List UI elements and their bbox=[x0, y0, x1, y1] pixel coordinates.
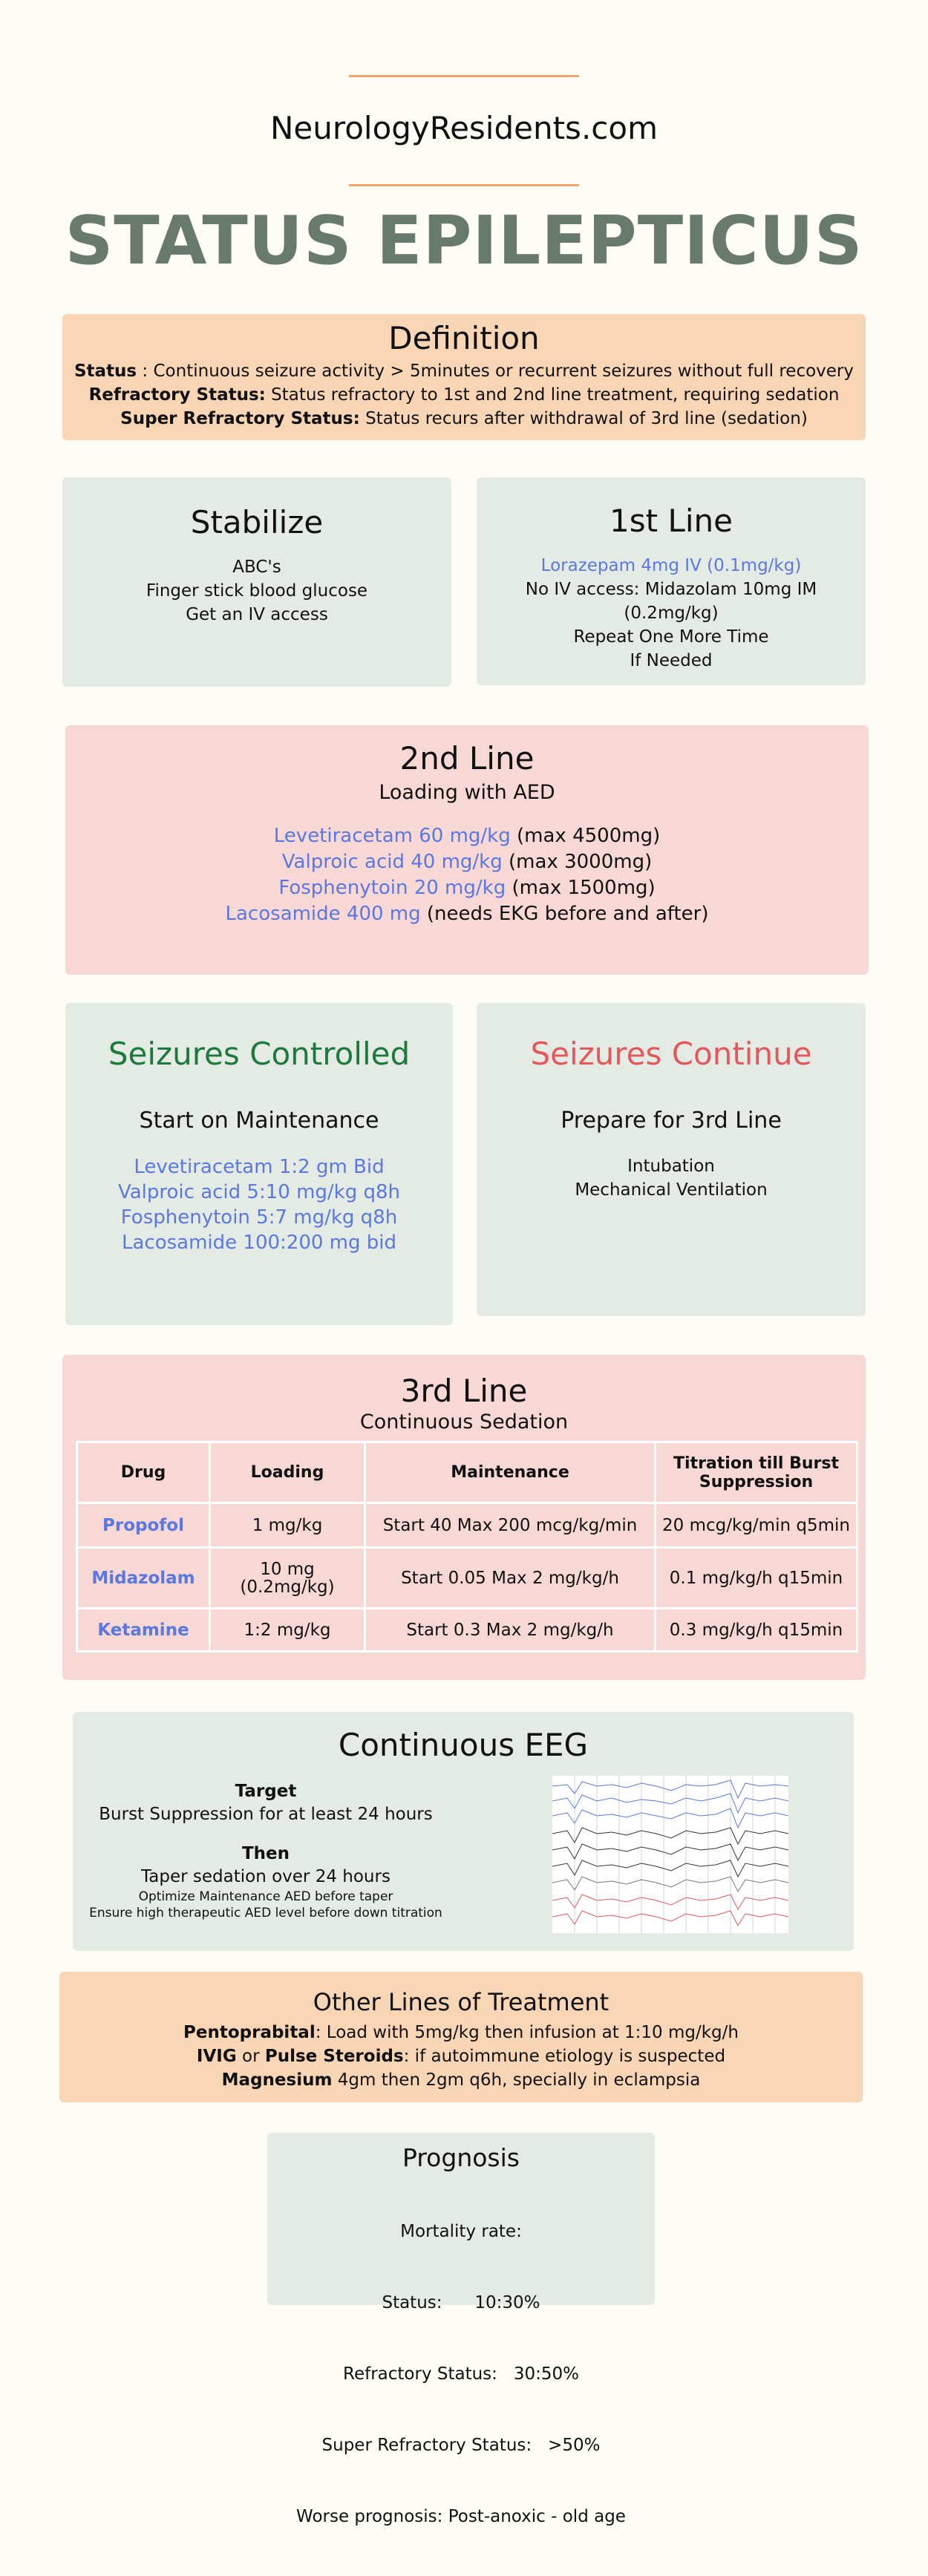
column-header: Titration till Burst Suppression bbox=[656, 1442, 857, 1503]
column-header: Maintenance bbox=[365, 1442, 656, 1503]
loading-cell: 1:2 mg/kg bbox=[210, 1609, 365, 1652]
eeg-tracing-image bbox=[552, 1776, 788, 1933]
second-line-card bbox=[65, 725, 869, 975]
other-treatment-card bbox=[59, 1972, 863, 2102]
sedation-table bbox=[76, 1441, 858, 1653]
maintenance-subheading: Start on Maintenance bbox=[139, 1108, 379, 1134]
prepare-item: Mechanical Ventilation bbox=[575, 1180, 768, 1200]
third-line-heading: 3rd Line bbox=[400, 1373, 528, 1409]
first-line-text: No IV access: Midazolam 10mg IM bbox=[525, 580, 817, 599]
definition-refractory: Refractory Status: Status refractory to 1st and 2nd line treatment, requiring sedation bbox=[88, 385, 840, 405]
first-line-drug: Lorazepam 4mg IV (0.1mg/kg) bbox=[540, 556, 802, 575]
prognosis-heading: Prognosis bbox=[402, 2143, 520, 2172]
column-header: Loading bbox=[210, 1442, 365, 1503]
first-line-text: (0.2mg/kg) bbox=[624, 604, 719, 623]
column-header: Drug bbox=[77, 1442, 210, 1503]
stabilize-item: ABC's bbox=[232, 558, 281, 577]
eeg-note: Ensure high therapeutic AED level before down titration bbox=[89, 1906, 442, 1920]
first-line-text: If Needed bbox=[630, 651, 713, 670]
second-line-subheading: Loading with AED bbox=[379, 781, 555, 804]
stabilize-item: Get an IV access bbox=[186, 605, 328, 624]
drug-cell: Propofol bbox=[77, 1503, 210, 1548]
eeg-target-text: Burst Suppression for at least 24 hours bbox=[99, 1805, 433, 1824]
third-line-subheading: Continuous Sedation bbox=[359, 1410, 569, 1434]
seizures-controlled-card bbox=[65, 1003, 453, 1325]
loading-cell: 1 mg/kg bbox=[210, 1503, 365, 1548]
prepare-subheading: Prepare for 3rd Line bbox=[561, 1108, 782, 1134]
table-row bbox=[77, 1548, 857, 1609]
pentobarbital-line: Pentoprabital: Load with 5mg/kg then infusion at 1:10 mg/kg/h bbox=[183, 2023, 739, 2042]
top-rule bbox=[349, 75, 579, 77]
maintenance-item: Levetiracetam 1:2 gm Bid bbox=[134, 1156, 385, 1178]
magnesium-line: Magnesium 4gm then 2gm q6h, specially in eclampsia bbox=[221, 2070, 701, 2090]
prognosis-line: Refractory Status: 30:50% bbox=[343, 2364, 579, 2384]
seizures-continue-card bbox=[477, 1003, 866, 1316]
maintenance-item: Valproic acid 5:10 mg/kg q8h bbox=[117, 1181, 401, 1203]
definition-super-refractory: Super Refractory Status: Status recurs after withdrawal of 3rd line (sedation) bbox=[120, 409, 808, 428]
first-line-text: Repeat One More Time bbox=[573, 627, 769, 647]
second-line-item: Valproic acid 40 mg/kg (max 3000mg) bbox=[281, 851, 653, 873]
titration-cell: 0.3 mg/kg/h q15min bbox=[656, 1609, 857, 1652]
definition-card bbox=[62, 314, 866, 440]
eeg-card bbox=[73, 1712, 854, 1951]
prognosis-line: Status: 10:30% bbox=[382, 2293, 540, 2312]
prognosis-line: Super Refractory Status: >50% bbox=[321, 2436, 601, 2455]
prognosis-card bbox=[267, 2133, 655, 2526]
eeg-heading: Continuous EEG bbox=[338, 1727, 589, 1763]
prepare-item: Intubation bbox=[627, 1157, 715, 1176]
eeg-note: Optimize Maintenance AED before taper bbox=[138, 1889, 393, 1904]
seizures-continue-heading: Seizures Continue bbox=[530, 1036, 812, 1072]
first-line-heading: 1st Line bbox=[610, 503, 733, 539]
other-treatment-heading: Other Lines of Treatment bbox=[313, 1988, 610, 2016]
drug-cell: Ketamine bbox=[77, 1609, 210, 1652]
eeg-target-label: Target bbox=[235, 1782, 297, 1801]
page-title: STATUS EPILEPTICUS bbox=[65, 202, 863, 280]
drug-cell: Midazolam bbox=[77, 1548, 210, 1609]
table-header-row bbox=[77, 1442, 857, 1503]
table-row bbox=[77, 1609, 857, 1652]
definition-status: Status : Continuous seizure activity > 5minutes or recurrent seizures without full recovery bbox=[73, 362, 854, 381]
maintenance-item: Lacosamide 100:200 mg bid bbox=[121, 1232, 397, 1254]
site-name: NeurologyResidents.com bbox=[269, 110, 658, 146]
bottom-rule bbox=[349, 184, 579, 186]
third-line-card bbox=[62, 1355, 866, 1680]
ivig-steroids-line: IVIG or Pulse Steroids: if autoimmune etiology is suspected bbox=[196, 2047, 726, 2066]
stabilize-card bbox=[62, 477, 451, 687]
maintenance-item: Fosphenytoin 5:7 mg/kg q8h bbox=[120, 1206, 398, 1229]
second-line-item: Levetiracetam 60 mg/kg (max 4500mg) bbox=[273, 825, 661, 847]
second-line-item: Lacosamide 400 mg (needs EKG before and after) bbox=[225, 903, 709, 925]
definition-heading: Definition bbox=[388, 320, 540, 356]
prognosis-line: Worse prognosis: Post-anoxic - old age bbox=[296, 2507, 626, 2526]
second-line-heading: 2nd Line bbox=[399, 740, 535, 777]
stabilize-heading: Stabilize bbox=[190, 504, 324, 540]
maintenance-cell: Start 0.05 Max 2 mg/kg/h bbox=[365, 1548, 656, 1609]
stabilize-item: Finger stick blood glucose bbox=[146, 581, 368, 601]
eeg-then-text: Taper sedation over 24 hours bbox=[141, 1867, 391, 1886]
table-row bbox=[77, 1503, 857, 1548]
eeg-then-label: Then bbox=[241, 1844, 290, 1863]
maintenance-cell: Start 0.3 Max 2 mg/kg/h bbox=[365, 1609, 656, 1652]
first-line-card bbox=[477, 477, 866, 685]
second-line-item: Fosphenytoin 20 mg/kg (max 1500mg) bbox=[278, 877, 656, 899]
seizures-controlled-heading: Seizures Controlled bbox=[108, 1036, 411, 1072]
maintenance-cell: Start 40 Max 200 mcg/kg/min bbox=[365, 1503, 656, 1548]
prognosis-line: Mortality rate: bbox=[400, 2222, 522, 2241]
titration-cell: 0.1 mg/kg/h q15min bbox=[656, 1548, 857, 1609]
loading-cell: 10 mg (0.2mg/kg) bbox=[210, 1548, 365, 1609]
titration-cell: 20 mcg/kg/min q5min bbox=[656, 1503, 857, 1548]
